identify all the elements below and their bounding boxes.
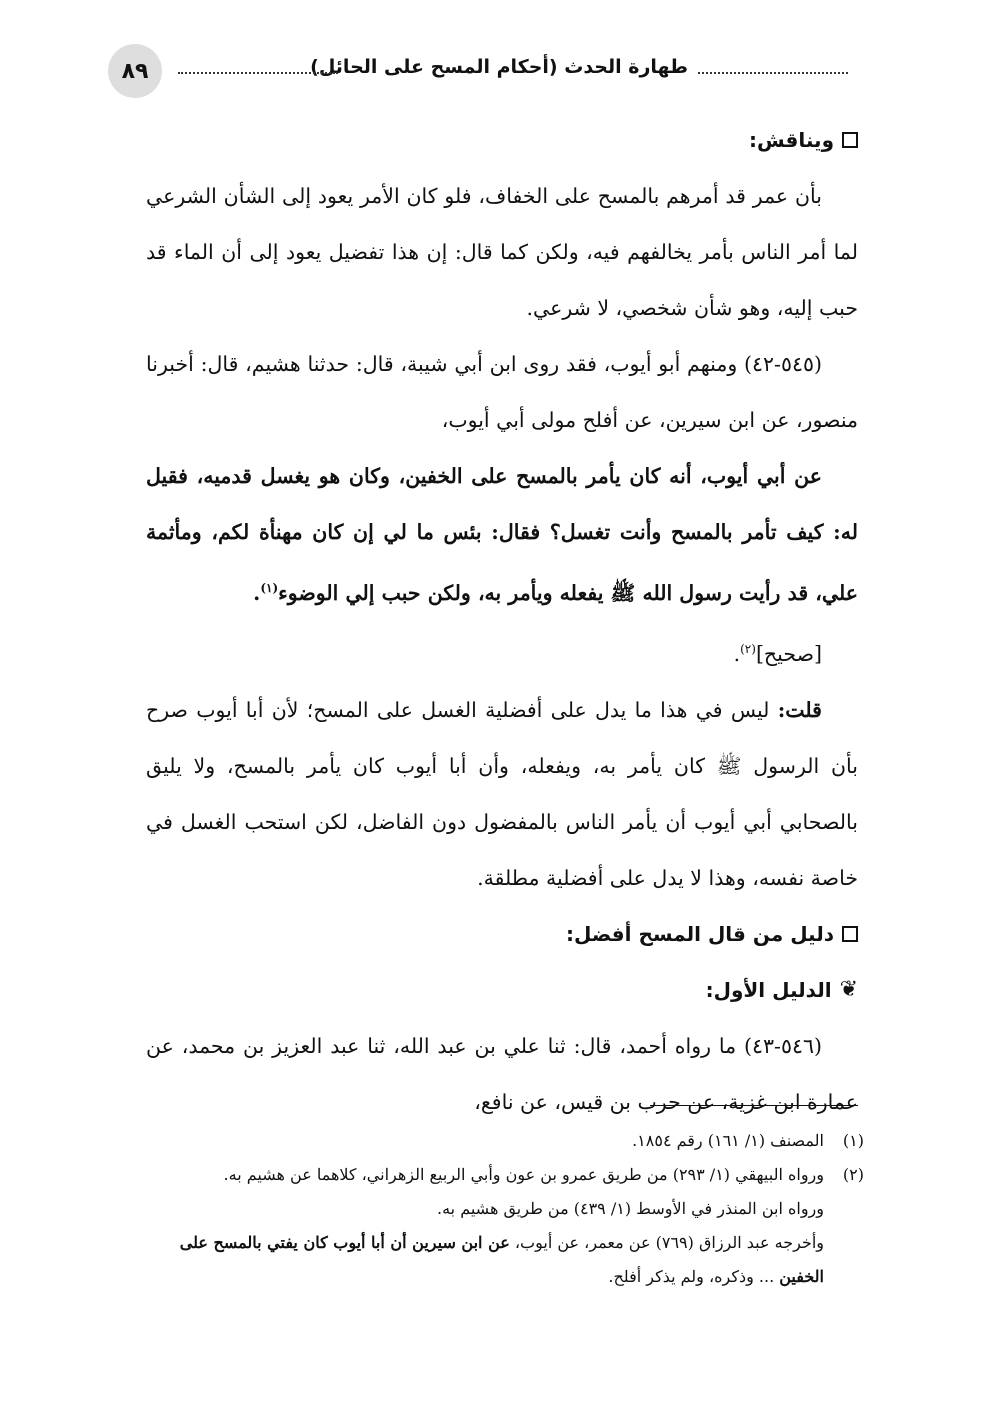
footnote-2-number: (٢) bbox=[842, 1165, 864, 1184]
footnote-1 bbox=[144, 1124, 864, 1158]
paragraph-2: (٥٤٥-٤٢) ومنهم أبو أيوب، فقد روى ابن أبي شيبة، قال: حدثنا هشيم، قال: أخبرنا منصور، عن ابن سيرين، عن أفلح مولى أبي أيوب، bbox=[146, 352, 858, 432]
heading-first-evidence bbox=[146, 962, 858, 1018]
paragraph-6: (٥٤٦-٤٣) ما رواه أحمد، قال: ثنا علي بن عبد الله، ثنا عبد العزيز بن محمد، عن عمارة ابن غزية، عن حرب بن قيس، عن نافع، bbox=[146, 1033, 858, 1114]
paragraph-1: بأن عمر قد أمرهم بالمسح على الخفاف، فلو كان الأمر يعود إلى الشأن الشرعي لما أمر الناس بأمر يخالفهم فيه، ولكن كما قال: إن هذا تفضيل يعود إلى أن الماء قد حبب إليه، وهو شأن شخصي، لا شرعي. bbox=[146, 184, 858, 320]
footnote-2-line-3-a: وأخرجه عبد الرزاق (٧٦٩) عن معمر، عن أيوب، bbox=[509, 1233, 824, 1252]
footnotes bbox=[144, 1124, 864, 1294]
running-title: طهارة الحدث (أحكام المسح على الحائل) bbox=[310, 56, 688, 78]
footnote-ref-1: (١) bbox=[260, 581, 279, 595]
heading-discussion bbox=[146, 112, 858, 168]
header-dots-left bbox=[178, 72, 338, 74]
footnote-separator bbox=[650, 1105, 858, 1106]
paragraph-5-lead: قلت: bbox=[777, 697, 822, 722]
paragraph-5-text: ليس في هذا ما يدل على أفضلية الغسل على المسح؛ لأن أبا أيوب صرح بأن الرسول ﷺ كان يأمر به، ويفعله، وأن أبا أيوب كان يأمر بالمسح، ولا يليق بالصحابي أبي أيوب أن يأمر الناس بالمفضول دون الفاضل، لكن استحب الغسل في خاصة نفسه، وهذا لا يدل على أفضلية مطلقة. bbox=[146, 697, 858, 890]
heading-first-evidence-label: الدليل الأول: bbox=[705, 977, 832, 1002]
footnote-2 bbox=[144, 1158, 864, 1294]
header-dots-right bbox=[698, 72, 848, 74]
paragraph-5 bbox=[146, 682, 858, 906]
paragraph-3-hadith: عن أبي أيوب، أنه كان يأمر بالمسح على الخفين، وكان هو يغسل قدميه، فقيل له: كيف تأمر بالمسح وأنت تغسل؟ فقال: بئس ما لي إن كان مهنأة لكم، ومأثمة علي، قد رأيت رسول الله ﷺ يفعله ويأمر به، ولكن حبب إلي الوضوء$^{(١)}$. bbox=[146, 464, 858, 605]
footnote-2-line-2: ورواه ابن المنذر في الأوسط (١/ ٤٣٩) من طريق هشيم به. bbox=[436, 1199, 824, 1218]
heading-evidence bbox=[146, 906, 858, 962]
page-header bbox=[108, 44, 848, 98]
hadith-text: عن أبي أيوب، أنه كان يأمر بالمسح على الخفين، وكان هو يغسل قدميه، فقيل له: كيف تأمر بالمسح وأنت تغسل؟ فقال: بئس ما لي إن كان مهنأة لكم، ومأثمة علي، قد رأيت رسول الله ﷺ يفعله ويأمر به، ولكن حبب إلي الوضوء bbox=[146, 464, 858, 605]
footnote-1-text: المصنف (١/ ١٦١) رقم ١٨٥٤. bbox=[632, 1131, 824, 1150]
main-text bbox=[146, 112, 858, 1130]
square-outline-icon bbox=[842, 132, 858, 148]
footnote-ref-2: (٢) bbox=[740, 641, 756, 656]
footnote-1-number: (١) bbox=[842, 1131, 864, 1150]
paragraph-4-grade: [صحيح]$^{(٢)}$. bbox=[733, 641, 822, 666]
grade-text: [صحيح] bbox=[755, 641, 822, 666]
footnote-2-line-1: ورواه البيهقي (١/ ٢٩٣) من طريق عمرو بن عون وأبي الربيع الزهراني، كلاهما عن هشيم به. bbox=[223, 1165, 824, 1184]
footnote-2-line-3-c: ... وذكره، ولم يذكر أفلح. bbox=[608, 1267, 780, 1286]
heading-evidence-label: دليل من قال المسح أفضل: bbox=[565, 921, 834, 946]
leaf-ornament-icon: ❦ bbox=[839, 976, 858, 1002]
page-number: ٨٩ bbox=[108, 44, 162, 98]
footnote-2-line-3-bold: عن ابن سيرين أن أبا أيوب كان يفتي بالمسح على الخفين bbox=[179, 1233, 824, 1286]
heading-discussion-label: ويناقش: bbox=[749, 128, 834, 152]
square-outline-icon bbox=[842, 926, 858, 942]
footnote-2-line-3 bbox=[144, 1226, 824, 1294]
